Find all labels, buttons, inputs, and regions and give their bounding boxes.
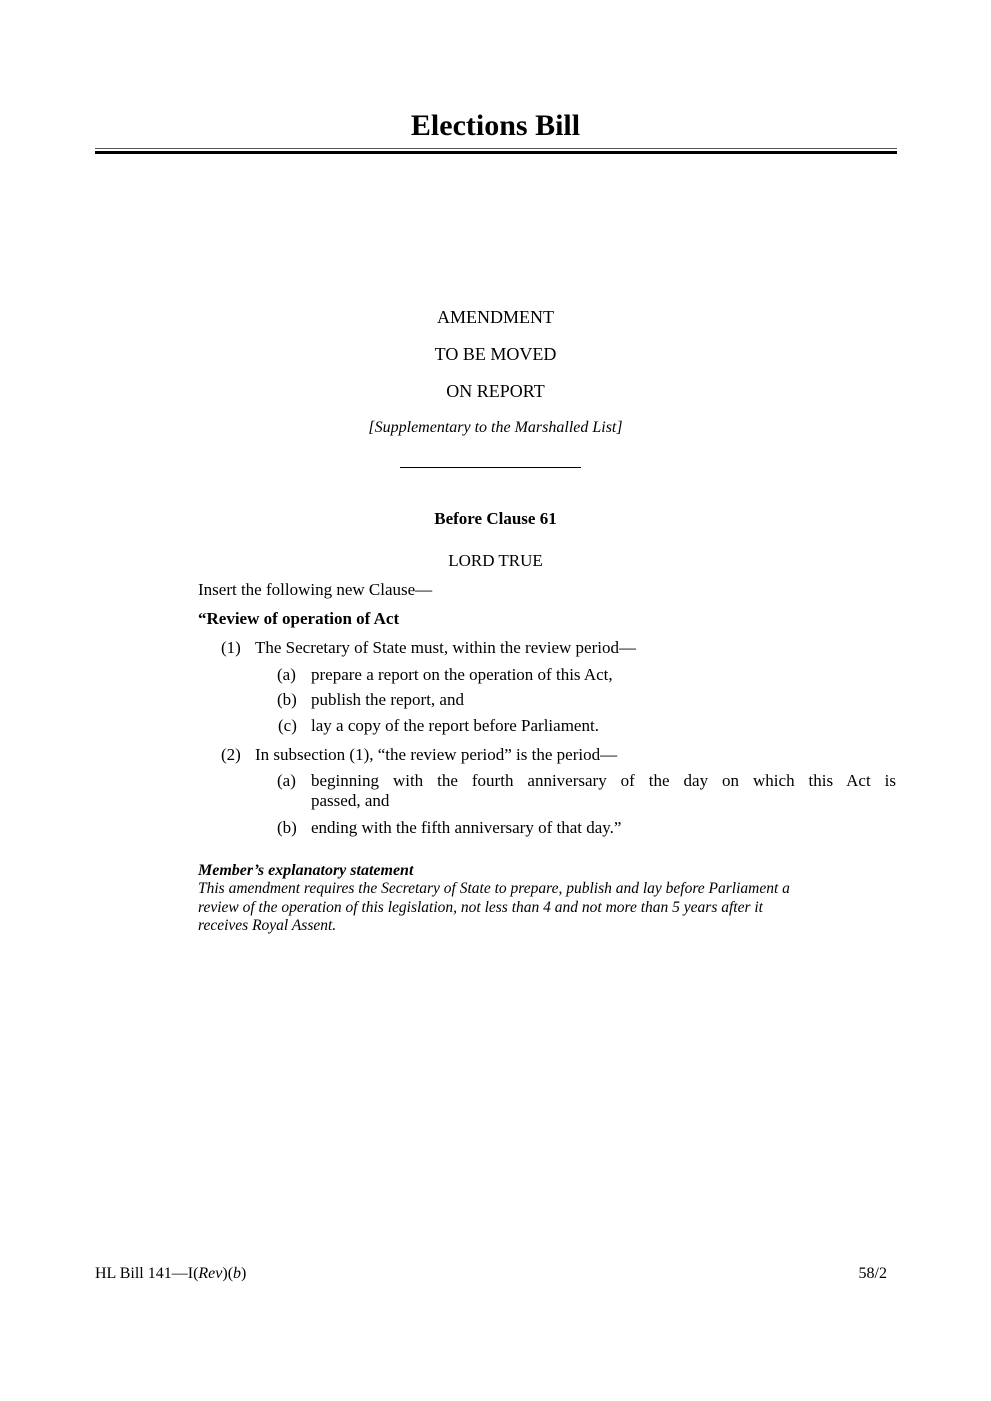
bill-reference (95, 1264, 246, 1284)
insert-instruction: Insert the following new Clause— (198, 580, 433, 599)
bill-ref-end: ) (241, 1265, 247, 1282)
item-text: prepare a report on the operation of this Act, (311, 665, 613, 684)
title-rule-thick (95, 151, 897, 154)
subsection-text: The Secretary of State must, within the review period— (255, 638, 636, 657)
item-text: beginning with the fourth anniversary of the day on which this Act is (311, 771, 896, 790)
item-number: (a) (277, 771, 296, 790)
on-report-label: ON REPORT (446, 381, 545, 401)
explanatory-statement-line: This amendment requires the Secretary of State to prepare, publish and lay before Parliament a (198, 880, 790, 897)
to-be-moved-label: TO BE MOVED (434, 344, 557, 364)
item-text-continued: passed, and (311, 791, 390, 810)
bill-ref-b: b (233, 1265, 242, 1282)
item-text: publish the report, and (311, 690, 464, 709)
page-reference: 58/2 (858, 1265, 887, 1282)
item-number: (c) (278, 716, 297, 735)
item-text: ending with the fifth anniversary of that day.” (311, 818, 622, 837)
member-name: LORD TRUE (448, 551, 543, 570)
explanatory-statement-line: review of the operation of this legislation, not less than 4 and not more than 5 years after it (198, 899, 763, 916)
explanatory-statement-heading: Member’s explanatory statement (198, 862, 414, 879)
section-divider (400, 467, 581, 468)
bill-title: Elections Bill (410, 109, 581, 142)
clause-position-heading: Before Clause 61 (434, 509, 557, 528)
item-number: (b) (277, 690, 297, 709)
item-text: lay a copy of the report before Parliament. (311, 716, 599, 735)
amendment-label: AMENDMENT (437, 307, 554, 327)
title-rule-thin (95, 148, 897, 149)
bill-ref-prefix: HL Bill 141—I( (95, 1265, 199, 1282)
bill-ref-mid: )( (222, 1265, 234, 1282)
new-clause-title: “Review of operation of Act (198, 609, 400, 628)
supplementary-note: [Supplementary to the Marshalled List] (368, 419, 623, 436)
item-number: (b) (277, 818, 297, 837)
subsection-number: (1) (221, 638, 241, 657)
bill-ref-rev: Rev (198, 1265, 223, 1282)
item-number: (a) (277, 665, 296, 684)
explanatory-statement-line: receives Royal Assent. (198, 917, 337, 934)
subsection-number: (2) (221, 745, 241, 764)
subsection-text: In subsection (1), “the review period” is the period— (255, 745, 618, 764)
